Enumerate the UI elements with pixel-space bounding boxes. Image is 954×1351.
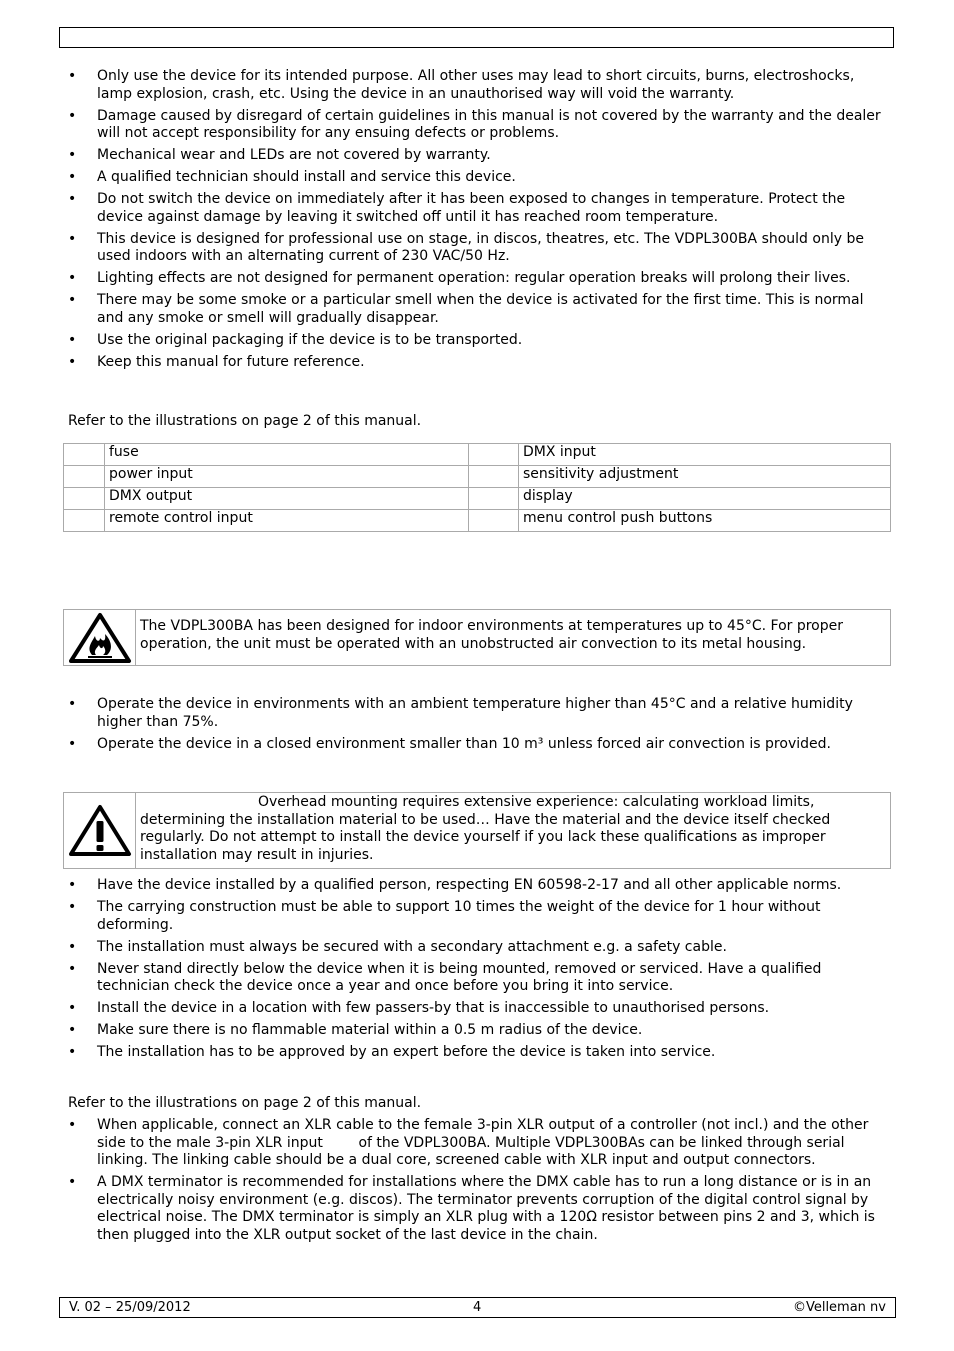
installation-note bbox=[63, 792, 891, 869]
table-cell: DMX input bbox=[519, 444, 891, 466]
table-cell-number bbox=[64, 510, 105, 532]
environment-bullets bbox=[68, 696, 888, 758]
general-bullets bbox=[68, 68, 888, 376]
fire-warning-icon bbox=[64, 610, 136, 665]
list-item: • Only use the device for its intended purpose. All other uses may lead to short circuits, burns, electroshocks, lamp explosion, crash, etc. Using the device in an unauthorised way will void the warranty. bbox=[68, 68, 888, 103]
table-cell-number bbox=[64, 444, 105, 466]
table-cell: display bbox=[519, 488, 891, 510]
list-item: • Never stand directly below the device when it is being mounted, removed or serviced. Have a qualified technician check the device once a year and once before you bring it into service. bbox=[68, 961, 888, 996]
refer-text-dmx: Refer to the illustrations on page 2 of this manual. bbox=[68, 1095, 422, 1111]
footer-copyright: ©Velleman nv bbox=[792, 1300, 886, 1315]
table-cell: remote control input bbox=[105, 510, 469, 532]
list-item: • This device is designed for professional use on stage, in discos, theatres, etc. The VDPL300BA should only be used indoors with an alternating current of 230 VAC/50 Hz. bbox=[68, 231, 888, 266]
list-item: • Use the original packaging if the device is to be transported. bbox=[68, 332, 888, 350]
table-cell: fuse bbox=[105, 444, 469, 466]
table-cell-number bbox=[469, 466, 519, 488]
list-item: • A DMX terminator is recommended for installations where the DMX cable has to run a long distance or is in an electrically noisy environment (e.g. discos). The terminator prevents corruption of the digital control signal by electrical noise. The DMX terminator is simply an XLR plug with a 120Ω resistor between pins 2 and 3, which is then plugged into the XLR output socket of the last device in the chain. bbox=[68, 1174, 888, 1244]
table-cell-number bbox=[469, 444, 519, 466]
list-item: • Make sure there is no flammable material within a 0.5 m radius of the device. bbox=[68, 1022, 888, 1040]
list-item: • Do not switch the device on immediately after it has been exposed to changes in temperature. Protect the device against damage by leaving it switched off until it has reached room temperature. bbox=[68, 191, 888, 226]
list-item: • Have the device installed by a qualified person, respecting EN 60598-2-17 and all other applicable norms. bbox=[68, 877, 888, 895]
table-cell-number bbox=[64, 466, 105, 488]
list-item: • Operate the device in a closed environment smaller than 10 m³ unless forced air convection is provided. bbox=[68, 736, 888, 754]
footer-box bbox=[59, 1297, 896, 1318]
list-item: • The installation must always be secured with a secondary attachment e.g. a safety cable. bbox=[68, 939, 888, 957]
footer-version: V. 02 – 25/09/2012 bbox=[69, 1300, 191, 1315]
table-cell: menu control push buttons bbox=[519, 510, 891, 532]
table-cell-number bbox=[64, 488, 105, 510]
general-warning-icon bbox=[64, 793, 136, 868]
table-row bbox=[64, 466, 891, 488]
list-item: • Damage caused by disregard of certain guidelines in this manual is not covered by the warranty and the dealer will not accept responsibility for any ensuing defects or problems. bbox=[68, 108, 888, 143]
list-item: • There may be some smoke or a particular smell when the device is activated for the first time. This is normal and any smoke or smell will gradually disappear. bbox=[68, 292, 888, 327]
table-cell: power input bbox=[105, 466, 469, 488]
list-item: • Install the device in a location with few passers-by that is inaccessible to unauthorised persons. bbox=[68, 1000, 888, 1018]
list-item: • Lighting effects are not designed for permanent operation: regular operation breaks will prolong their lives. bbox=[68, 270, 888, 288]
table-cell: sensitivity adjustment bbox=[519, 466, 891, 488]
table-row bbox=[64, 488, 891, 510]
installation-note-text: Overhead mounting requires extensive experience: calculating workload limits, determining the installation material to be used… Have the material and the device itself checked regularly. Do not attempt to install the device yourself if you lack these qualifications as improper installation may result in injuries. bbox=[140, 794, 831, 863]
list-item: • The carrying construction must be able to support 10 times the weight of the device for 1 hour without deforming. bbox=[68, 899, 888, 934]
installation-bullets bbox=[68, 877, 888, 1066]
table-cell-number bbox=[469, 488, 519, 510]
refer-text-overview: Refer to the illustrations on page 2 of this manual. bbox=[68, 413, 422, 429]
list-item: • When applicable, connect an XLR cable to the female 3-pin XLR output of a controller (not incl.) and the other side to the male 3-pin XLR input of the VDPL300BA. Multiple VDPL300BAs can be linked through serial linking. The linking cable should be a dual core, screened cable with XLR input and output connectors. bbox=[68, 1117, 888, 1170]
table-row bbox=[64, 510, 891, 532]
environment-note-text: The VDPL300BA has been designed for indoor environments at temperatures up to 45°C. For proper operation, the unit must be operated with an unobstructed air convection to its metal housing. bbox=[140, 618, 844, 652]
table-cell: DMX output bbox=[105, 488, 469, 510]
footer-page-number: 4 bbox=[473, 1300, 482, 1315]
list-item: • Mechanical wear and LEDs are not covered by warranty. bbox=[68, 147, 888, 165]
list-item: • Operate the device in environments with an ambient temperature higher than 45°C and a relative humidity higher than 75%. bbox=[68, 696, 888, 731]
list-item: • A qualified technician should install and service this device. bbox=[68, 169, 888, 187]
environment-note bbox=[63, 609, 891, 666]
list-item: • Keep this manual for future reference. bbox=[68, 354, 888, 372]
list-item: • The installation has to be approved by an expert before the device is taken into service. bbox=[68, 1044, 888, 1062]
table-row bbox=[64, 444, 891, 466]
table-cell-number bbox=[469, 510, 519, 532]
header-box bbox=[59, 27, 894, 48]
parts-table bbox=[63, 443, 891, 532]
dmx-bullets bbox=[68, 1117, 888, 1249]
